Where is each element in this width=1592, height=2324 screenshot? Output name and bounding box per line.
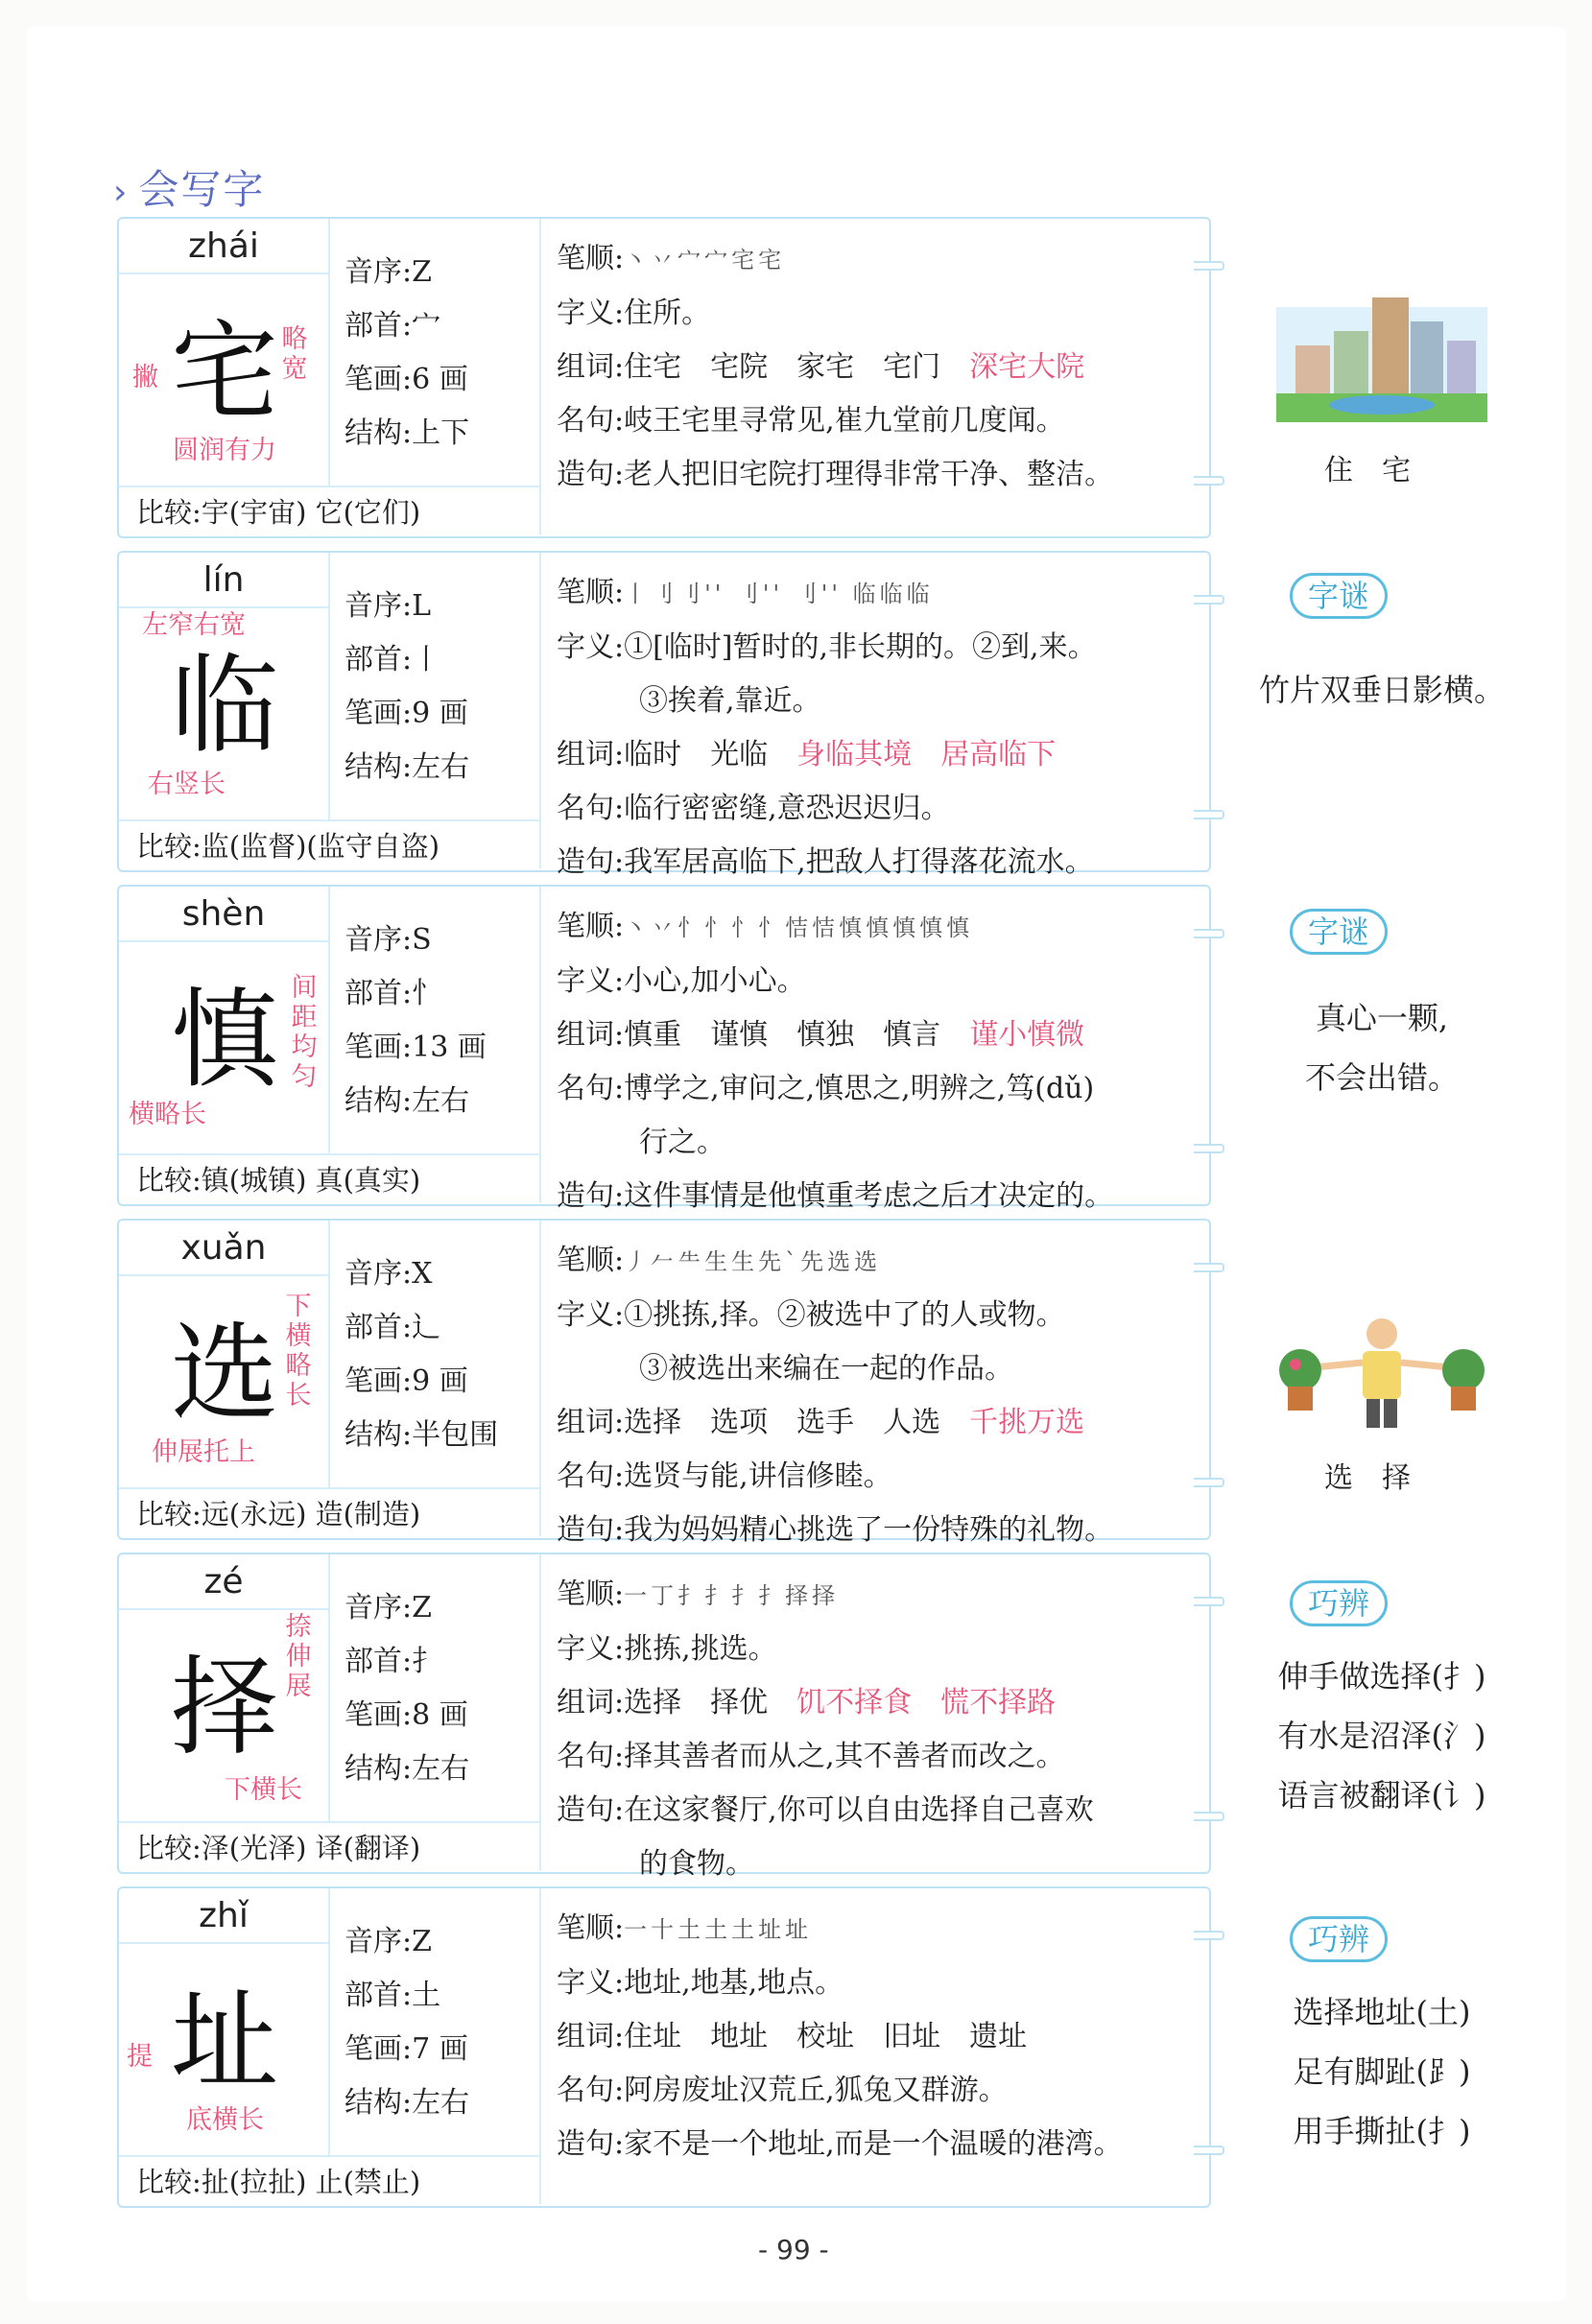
word: 地址 (710, 2020, 769, 2053)
word: 慎重 (624, 1018, 682, 1052)
character-card (117, 1219, 1211, 1547)
riddle-box-2 (1238, 902, 1526, 1107)
riddle-text-line: 真心一颗, (1315, 1000, 1449, 1036)
writing-hint: 下横长 (225, 1775, 302, 1805)
riddle-box-1 (1238, 566, 1526, 720)
distinguish-line: 语言被翻译(讠) (1277, 1777, 1486, 1814)
writing-hint: 提 (127, 2042, 153, 2072)
word: 谨慎 (710, 1018, 769, 1052)
meaning-line: 字义:住所。 (557, 296, 711, 330)
card-tab (1194, 1478, 1224, 1487)
distinguish-box-2 (1238, 1909, 1526, 2161)
info-line: 笔画:13 画 (345, 1031, 487, 1064)
meaning-line: 字义:挑拣,挑选。 (557, 1632, 777, 1666)
word: 遗址 (969, 2020, 1028, 2053)
character-card (117, 1886, 1211, 2208)
info-line: 笔画:7 画 (345, 2032, 468, 2066)
quote-line: 名句:选贤与能,讲信修睦。 (557, 1459, 892, 1493)
character-details (557, 232, 1205, 502)
character-glyph: 慎 (171, 978, 278, 1103)
idiom: 饥不择食 (796, 1686, 913, 1719)
illustration-caption: 选择 (1324, 1461, 1439, 1495)
info-line: 笔画:6 画 (345, 363, 468, 396)
stroke-order-row: 笔顺:丨刂刂'' 刂'' 刂'' 临临临 (557, 576, 934, 609)
info-line: 笔画:9 画 (345, 1364, 468, 1398)
character-box (119, 1221, 330, 1487)
writing-hint: 下横略长 (285, 1292, 312, 1411)
card-tab (1194, 810, 1224, 819)
character-info (345, 1247, 498, 1462)
card-tab (1194, 476, 1224, 486)
compare-line: 比较:宇(宇宙) 它(它们) (119, 486, 539, 534)
info-line: 部首:扌 (345, 1645, 441, 1678)
stroke-order: 丿𠂉⺧生生先`先选选 (624, 1248, 882, 1275)
distinguish-line: 选择地址(土) (1293, 1994, 1471, 2030)
writing-hint: 圆润有力 (173, 436, 276, 465)
word: 宅门 (883, 350, 941, 384)
word: 选项 (710, 1406, 769, 1439)
distinguish-badge: 巧辨 (1290, 1580, 1388, 1626)
word: 旧址 (883, 2020, 941, 2053)
compare-line: 比较:远(永远) 造(制造) (119, 1487, 539, 1536)
pinyin: zhǐ (119, 1888, 328, 1944)
info-line: 部首:忄 (345, 977, 441, 1010)
writing-hint: 伸展托上 (152, 1437, 255, 1467)
word: 校址 (796, 2020, 855, 2053)
character-details (557, 1902, 1205, 2171)
divider (539, 887, 541, 1202)
side-illustration-2 (1238, 1315, 1526, 1508)
info-line: 笔画:8 画 (345, 1698, 468, 1732)
info-line: 音序:L (345, 589, 432, 623)
divider (539, 1554, 541, 1870)
info-line: 部首:丨 (345, 643, 441, 676)
meaning-line: 字义:①[临时]暂时的,非长期的。②到,来。 (557, 630, 1097, 664)
word: 家宅 (796, 350, 855, 384)
word: 临时 (624, 738, 682, 771)
character-info (345, 1581, 469, 1796)
info-line: 结构:左右 (345, 1752, 470, 1786)
distinguish-box-1 (1238, 1574, 1526, 1825)
word: 慎言 (883, 1018, 941, 1052)
pinyin: xuǎn (119, 1221, 328, 1276)
words-row: 组词:住址 地址 校址 旧址 遗址 (557, 2020, 1028, 2053)
distinguish-line: 用手撕扯(扌) (1293, 2113, 1471, 2149)
sentence-line: 造句:这件事情是他慎重考虑之后才决定的。 (557, 1179, 1114, 1213)
word: 住址 (624, 2020, 682, 2053)
divider (539, 1888, 541, 2204)
character-box (119, 1554, 330, 1821)
word: 人选 (883, 1406, 941, 1439)
character-box (119, 553, 330, 819)
quote-line: 名句:博学之,审问之,慎思之,明辨之,笃(dǔ) (557, 1072, 1095, 1105)
distinguish-line: 足有脚趾(⻊) (1293, 2053, 1471, 2090)
divider (539, 219, 541, 534)
pinyin: lín (119, 553, 328, 608)
info-line: 音序:Z (345, 1925, 432, 1958)
writing-hint: 横略长 (129, 1100, 206, 1129)
info-line: 音序:Z (345, 255, 432, 289)
idiom: 谨小慎微 (969, 1018, 1085, 1052)
word: 选择 (624, 1686, 682, 1719)
divider (539, 553, 541, 868)
idiom: 身临其境 (796, 738, 913, 771)
card-tab (1194, 261, 1224, 271)
residence-illustration (1276, 288, 1487, 422)
info-line: 结构:上下 (345, 416, 470, 450)
distinguish-line: 伸手做选择(扌) (1277, 1658, 1486, 1695)
character-info (345, 913, 487, 1128)
meaning-line: ③被选出来编在一起的作品。 (639, 1352, 1013, 1386)
quote-line: 名句:择其善者而从之,其不善者而改之。 (557, 1740, 1065, 1773)
card-tab (1194, 595, 1224, 605)
quote-line: 名句:临行密密缝,意恐迟迟归。 (557, 792, 950, 825)
card-tab (1194, 1144, 1224, 1153)
distinguish-badge: 巧辨 (1290, 1916, 1388, 1962)
character-details (557, 1234, 1205, 1557)
writing-hint: 底横长 (186, 2105, 264, 2135)
info-line: 结构:半包围 (345, 1418, 499, 1452)
riddle-badge: 字谜 (1290, 573, 1388, 619)
compare-line: 比较:泽(光泽) 译(翻译) (119, 1821, 539, 1870)
word: 住宅 (624, 350, 682, 384)
stroke-order: 一十土土土址址 (624, 1916, 813, 1943)
writing-hint: 撇 (132, 363, 158, 392)
card-tab (1194, 2146, 1224, 2155)
info-line: 音序:S (345, 923, 432, 957)
info-line: 音序:X (345, 1257, 433, 1291)
character-box (119, 887, 330, 1153)
words-row: 组词:选择 择优 饥不择食 慌不择路 (557, 1686, 1057, 1719)
stroke-order-row: 笔顺:一丁扌扌扌扌择择 (557, 1577, 840, 1611)
word: 光临 (710, 738, 769, 771)
meaning-line: 字义:①挑拣,择。②被选中了的人或物。 (557, 1298, 1065, 1332)
writing-hint: 左窄右宽 (142, 610, 246, 640)
words-row: 组词:选择 选项 选手 人选 千挑万选 (557, 1406, 1085, 1439)
riddle-text: 竹片双垂日影横。 (1258, 672, 1505, 708)
words-row: 组词:慎重 谨慎 慎独 慎言 谨小慎微 (557, 1018, 1085, 1052)
section-title: › 会写字 (113, 166, 266, 213)
meaning-line: 字义:小心,加小心。 (557, 964, 806, 998)
writing-hint: 捺伸展 (285, 1612, 312, 1701)
character-card (117, 885, 1211, 1213)
idiom: 千挑万选 (969, 1406, 1085, 1439)
info-line: 部首:宀 (345, 309, 441, 343)
card-tab (1194, 1812, 1224, 1821)
stroke-order: 丶丷宀宀宅宅 (624, 247, 786, 273)
writing-hint: 右竖长 (148, 770, 226, 799)
stroke-order-row: 笔顺:一十土土土址址 (557, 1911, 813, 1945)
info-line: 结构:左右 (345, 2086, 470, 2120)
compare-line: 比较:监(监督)(监守自盗) (119, 819, 539, 868)
side-illustration-1 (1238, 288, 1526, 501)
character-glyph: 选 (171, 1312, 278, 1436)
word: 选择 (624, 1406, 682, 1439)
word: 宅院 (710, 350, 769, 384)
info-line: 音序:Z (345, 1591, 432, 1624)
riddle-text-line: 不会出错。 (1304, 1059, 1459, 1096)
character-details (557, 900, 1205, 1223)
compare-line: 比较:镇(城镇) 真(真实) (119, 1153, 539, 1202)
riddle-badge: 字谜 (1290, 909, 1388, 955)
stroke-order-row: 笔顺:丶丷宀宀宅宅 (557, 242, 786, 275)
stroke-order-row: 笔顺:丿𠂉⺧生生先`先选选 (557, 1244, 882, 1277)
stroke-order: 丨刂刂'' 刂'' 刂'' 临临临 (624, 581, 934, 607)
card-tab (1194, 1597, 1224, 1606)
info-line: 结构:左右 (345, 1084, 470, 1118)
divider (539, 1221, 541, 1536)
character-box (119, 219, 330, 486)
character-info (345, 1915, 469, 2130)
quote-line: 名句:阿房废址汉荒丘,狐兔又群游。 (557, 2074, 1008, 2107)
card-tab (1194, 929, 1224, 938)
info-line: 笔画:9 画 (345, 697, 468, 730)
character-info (345, 246, 469, 461)
illustration-caption: 住宅 (1324, 454, 1439, 487)
sentence-line: 的食物。 (639, 1847, 754, 1881)
stroke-order-row: 笔顺:丶丷忄忄忄忄恄恄慎慎慎慎慎 (557, 910, 974, 943)
distinguish-line: 有水是沼泽(氵) (1277, 1718, 1486, 1754)
idiom: 深宅大院 (969, 350, 1085, 384)
compare-line: 比较:扯(拉扯) 止(禁止) (119, 2155, 539, 2204)
sentence-line: 造句:我为妈妈精心挑选了一份特殊的礼物。 (557, 1513, 1114, 1547)
idiom: 居高临下 (940, 738, 1057, 771)
character-box (119, 1888, 330, 2155)
character-details (557, 1568, 1205, 1891)
character-card (117, 1553, 1211, 1881)
writing-hint: 间距均匀 (291, 973, 318, 1092)
word: 择优 (710, 1686, 769, 1719)
sentence-line: 造句:老人把旧宅院打理得非常干净、整洁。 (557, 458, 1114, 491)
choose-illustration (1267, 1315, 1497, 1430)
character-info (345, 580, 469, 794)
quote-line: 行之。 (639, 1126, 725, 1159)
card-tab (1194, 1931, 1224, 1940)
meaning-line: 字义:地址,地基,地点。 (557, 1966, 844, 2000)
info-line: 结构:左右 (345, 750, 470, 784)
meaning-line: ③挨着,靠近。 (639, 684, 821, 718)
sentence-line: 造句:我军居高临下,把敌人打得落花流水。 (557, 845, 1094, 879)
words-row: 组词:临时 光临 身临其境 居高临下 (557, 738, 1057, 771)
writing-hint: 略宽 (281, 324, 308, 384)
info-line: 部首:辶 (345, 1311, 441, 1344)
words-row: 组词:住宅 宅院 家宅 宅门 深宅大院 (557, 350, 1085, 384)
character-glyph: 临 (171, 644, 278, 769)
character-details (557, 566, 1205, 889)
character-glyph: 择 (171, 1646, 278, 1770)
character-glyph: 宅 (171, 310, 278, 435)
sentence-line: 造句:家不是一个地址,而是一个温暖的港湾。 (557, 2127, 1123, 2161)
chevron-right-icon: › (113, 173, 130, 212)
pinyin: zé (119, 1554, 328, 1610)
info-line: 部首:土 (345, 1979, 441, 2012)
character-card (117, 217, 1211, 538)
card-tab (1194, 1263, 1224, 1272)
character-glyph: 址 (171, 1980, 278, 2104)
pinyin: zhái (119, 219, 328, 274)
stroke-order: 一丁扌扌扌扌择择 (624, 1582, 840, 1609)
idiom: 慌不择路 (940, 1686, 1057, 1719)
quote-line: 名句:岐王宅里寻常见,崔九堂前几度闻。 (557, 404, 1065, 438)
page-number: - 99 - (758, 2234, 829, 2265)
word: 选手 (796, 1406, 855, 1439)
character-card (117, 551, 1211, 879)
pinyin: shèn (119, 887, 328, 942)
stroke-order: 丶丷忄忄忄忄恄恄慎慎慎慎慎 (624, 914, 974, 941)
sentence-line: 造句:在这家餐厅,你可以自由选择自己喜欢 (557, 1793, 1094, 1827)
word: 慎独 (796, 1018, 855, 1052)
